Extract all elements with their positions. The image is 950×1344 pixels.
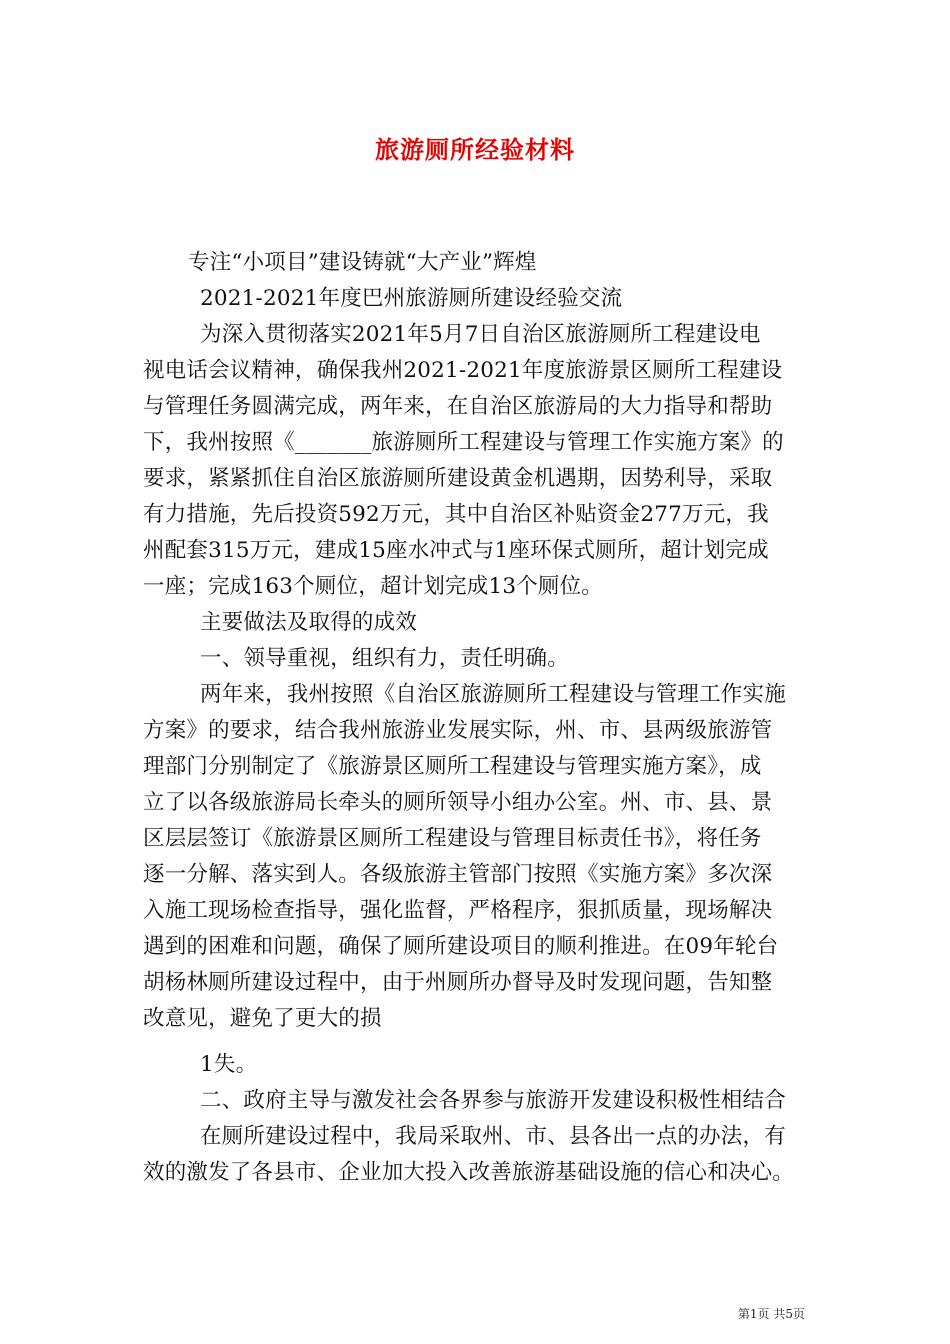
paragraph-line: 一座；完成163个厕位，超计划完成13个厕位。 [143, 574, 603, 599]
paragraph-line: 遇到的困难和问题，确保了厕所建设项目的顺利推进。在09年轮台 [143, 934, 779, 959]
paragraph-line: 入施工现场检查指导，强化监督，严格程序，狠抓质量，现场解决 [143, 898, 773, 923]
paragraph-line: 方案》的要求，结合我州旅游业发展实际，州、市、县两级旅游管 [143, 718, 773, 743]
paragraph-line: 立了以各级旅游局长牵头的厕所领导小组办公室。州、市、县、景 [143, 790, 773, 815]
section-heading: 二、政府主导与激发社会各界参与旅游开发建设积极性相结合 [200, 1088, 786, 1113]
paragraph-line: 胡杨林厕所建设过程中，由于州厕所办督导及时发现问题，告知整 [143, 970, 773, 995]
paragraph-line: 区层层签订《旅游景区厕所工程建设与管理目标责任书》，将任务 [143, 826, 762, 851]
paragraph-line: 在厕所建设过程中，我局采取州、市、县各出一点的办法，有 [200, 1124, 786, 1149]
document-title: 旅游厕所经验材料 [375, 135, 575, 164]
page-number-footer: 第1页 共5页 [737, 1307, 805, 1321]
paragraph-line: 改意见，避免了更大的损 [143, 1006, 382, 1031]
section-heading: 一、领导重视，组织有力，责任明确。 [200, 646, 569, 671]
paragraph-line: 有力措施，先后投资592万元，其中自治区补贴资金277万元，我 [143, 502, 769, 527]
paragraph-line: 下，我州按照《_______旅游厕所工程建设与管理工作实施方案》的 [143, 430, 784, 455]
paragraph-line: 州配套315万元，建成15座水冲式与1座环保式厕所，超计划完成 [143, 538, 769, 563]
section-heading: 主要做法及取得的成效 [200, 610, 418, 635]
paragraph-line: 与管理任务圆满完成，两年来，在自治区旅游局的大力指导和帮助 [143, 394, 773, 419]
subtitle-line: 2021-2021年度巴州旅游厕所建设经验交流 [200, 286, 623, 311]
paragraph-line: 效的激发了各县市、企业加大投入改善旅游基础设施的信心和决心。 [143, 1160, 795, 1185]
paragraph-line: 1失。 [200, 1052, 258, 1077]
paragraph-line: 逐一分解、落实到人。各级旅游主管部门按照《实施方案》多次深 [143, 862, 773, 887]
paragraph-line: 视电话会议精神，确保我州2021-2021年度旅游景区厕所工程建设 [143, 358, 783, 383]
subtitle-line: 专注“小项目”建设铸就“大产业”辉煌 [188, 250, 537, 275]
paragraph-line: 理部门分别制定了《旅游景区厕所工程建设与管理实施方案》，成 [143, 754, 762, 779]
paragraph-line: 要求，紧紧抓住自治区旅游厕所建设黄金机遇期，因势利导，采取 [143, 466, 773, 491]
paragraph-line: 两年来，我州按照《自治区旅游厕所工程建设与管理工作实施 [200, 682, 786, 707]
paragraph-line: 为深入贯彻落实2021年5月7日自治区旅游厕所工程建设电 [200, 322, 761, 347]
